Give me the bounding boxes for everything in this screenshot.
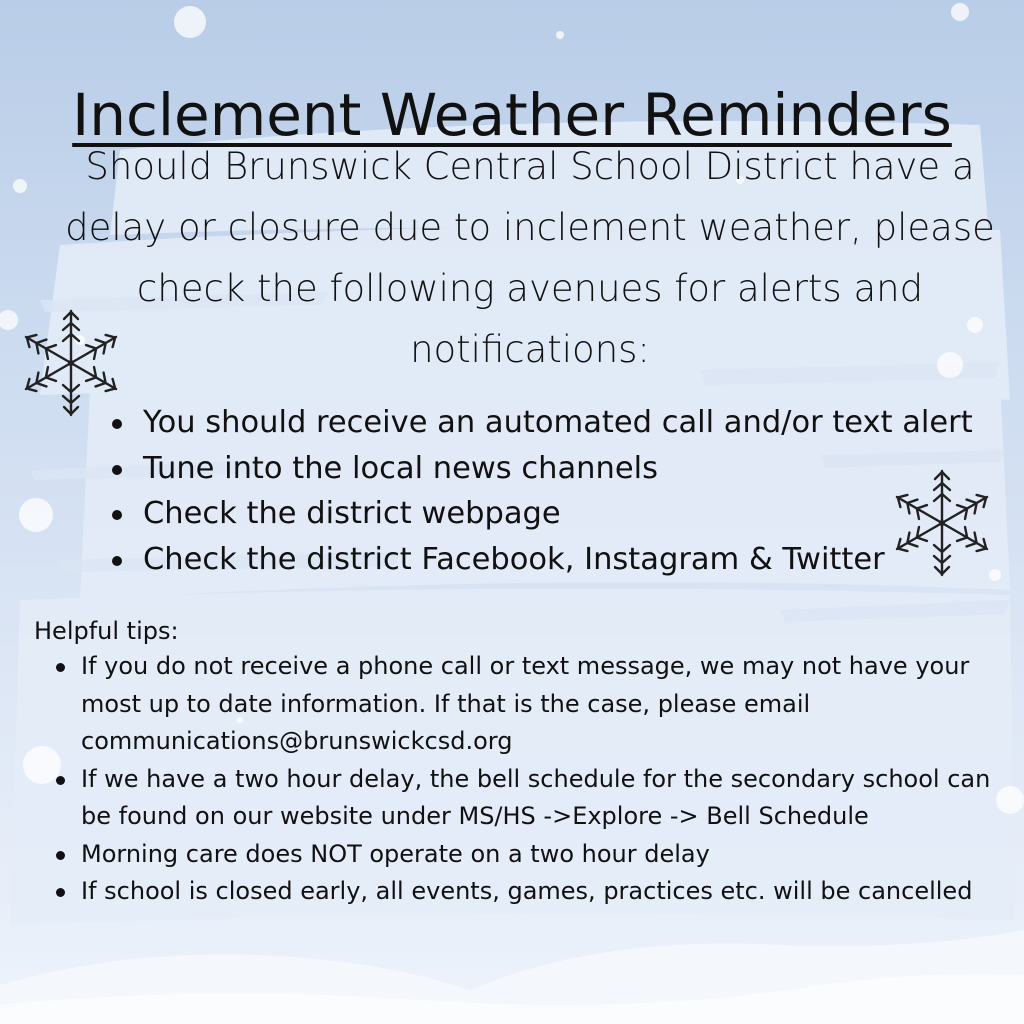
- list-item: You should receive an automated call and/or text alert: [110, 400, 970, 446]
- intro-paragraph: Should Brunswick Central School District have a delay or closure due to inclement weather, please check the following avenues for alerts and notifications:: [65, 145, 995, 371]
- list-item: If you do not receive a phone call or text message, we may not have your most up to date information. If that is the case, please email communications@brunswickcsd.org: [52, 648, 1002, 761]
- page-title: Inclement Weather Reminders: [72, 80, 952, 149]
- list-item: Morning care does NOT operate on a two hour delay: [52, 836, 1002, 874]
- snowflake-icon: [14, 306, 128, 420]
- list-item: Check the district Facebook, Instagram & Twitter: [110, 537, 970, 583]
- list-item: Tune into the local news channels: [110, 446, 970, 492]
- list-item: If school is closed early, all events, games, practices etc. will be cancelled: [52, 873, 1002, 911]
- list-item: Check the district webpage: [110, 491, 970, 537]
- list-item: If we have a two hour delay, the bell schedule for the secondary school can be found on our website under MS/HS ->Explore -> Bell Schedule: [52, 761, 1002, 836]
- alert-avenues-list: [110, 400, 973, 582]
- tips-heading: Helpful tips:: [34, 617, 179, 645]
- helpful-tips-list: [52, 648, 1002, 911]
- snowflake-icon: [885, 466, 999, 580]
